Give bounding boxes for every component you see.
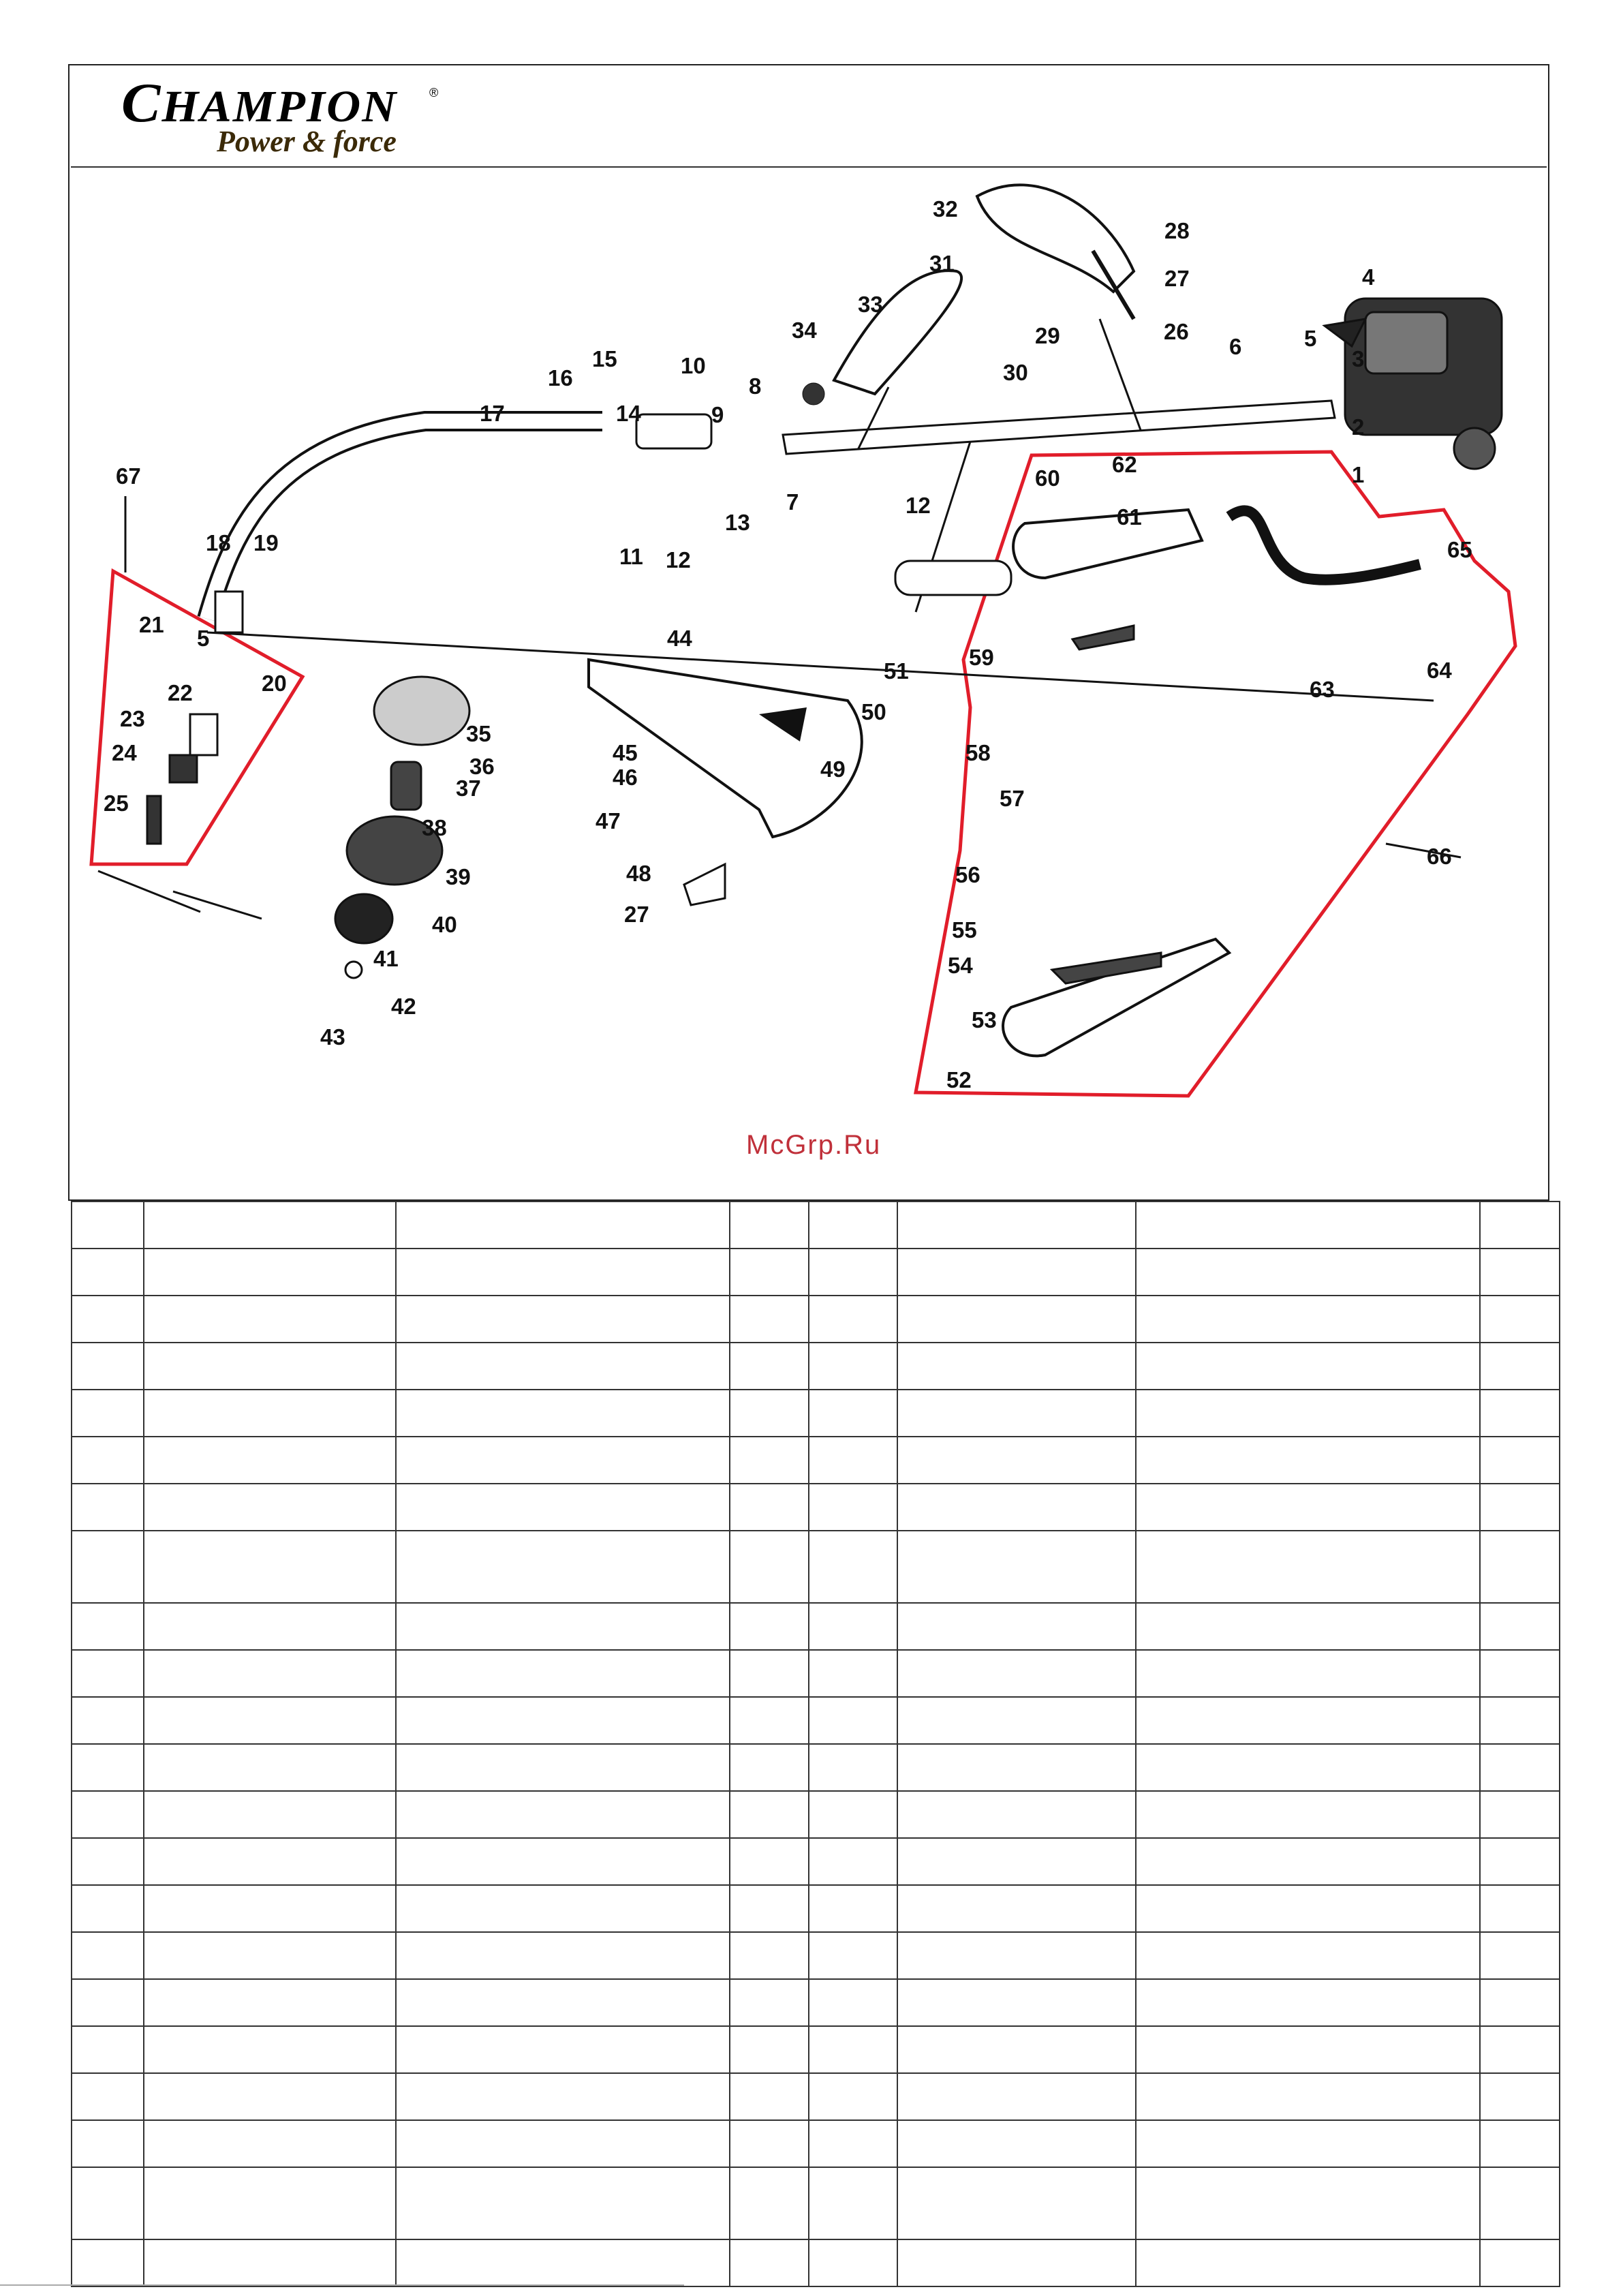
callout-6: 6	[1229, 334, 1242, 359]
table-cell	[897, 1484, 1136, 1531]
table-cell	[144, 1249, 396, 1296]
parts-table-body	[72, 1201, 1560, 2286]
spool-cover	[374, 677, 469, 745]
callout-63: 63	[1310, 677, 1335, 702]
table-cell	[897, 1838, 1136, 1885]
callout-46: 46	[613, 765, 638, 790]
table-cell	[144, 2073, 396, 2120]
table-cell	[809, 1979, 897, 2026]
callout-15: 15	[592, 346, 617, 371]
callout-47: 47	[596, 808, 621, 833]
table-cell	[730, 1484, 809, 1531]
table-row	[72, 1201, 1560, 1249]
coupling	[636, 414, 711, 448]
table-cell	[72, 1650, 144, 1697]
table-cell	[72, 1484, 144, 1531]
throttle-cable	[1229, 510, 1420, 579]
table-cell	[809, 1437, 897, 1484]
table-cell	[72, 1296, 144, 1343]
table-cell	[1136, 2073, 1480, 2120]
table-cell	[1136, 1603, 1480, 1650]
table-cell	[897, 1979, 1136, 2026]
table-cell	[1136, 1484, 1480, 1531]
table-cell	[897, 2239, 1136, 2286]
callout-10: 10	[681, 353, 706, 378]
callout-66: 66	[1427, 844, 1452, 869]
callout-12-lower: 12	[666, 547, 691, 572]
table-cell	[144, 1650, 396, 1697]
table-cell	[897, 1390, 1136, 1437]
table-cell	[1136, 1296, 1480, 1343]
callout-13: 13	[725, 510, 750, 535]
callout-53: 53	[972, 1007, 997, 1032]
table-cell	[730, 1744, 809, 1791]
callout-48: 48	[626, 861, 651, 886]
lock-lever	[1072, 626, 1134, 649]
callout-52: 52	[946, 1067, 972, 1092]
callout-29: 29	[1035, 323, 1060, 348]
callout-45: 45	[613, 740, 638, 765]
table-cell	[1136, 1791, 1480, 1838]
table-cell	[730, 1838, 809, 1885]
table-cell	[396, 1296, 730, 1343]
table-cell	[144, 2120, 396, 2167]
table-cell	[396, 1249, 730, 1296]
table-cell	[144, 1603, 396, 1650]
table-cell	[72, 2073, 144, 2120]
table-cell	[1480, 1343, 1560, 1390]
table-cell	[809, 2073, 897, 2120]
table-cell	[730, 1791, 809, 1838]
table-cell	[1136, 1838, 1480, 1885]
table-cell	[72, 2120, 144, 2167]
callout-37: 37	[456, 776, 481, 801]
callout-55: 55	[952, 917, 977, 943]
callout-4: 4	[1362, 264, 1375, 290]
table-cell	[730, 1979, 809, 2026]
table-cell	[72, 1697, 144, 1744]
callout-62: 62	[1112, 452, 1137, 477]
table-cell	[730, 1390, 809, 1437]
footer-divider	[0, 2284, 684, 2286]
table-row	[72, 1343, 1560, 1390]
callout-49: 49	[820, 756, 846, 782]
table-cell	[730, 1603, 809, 1650]
table-cell	[396, 2120, 730, 2167]
engine-assembly	[1325, 299, 1502, 469]
table-cell	[730, 1201, 809, 1249]
callout-50: 50	[861, 699, 886, 724]
table-cell	[396, 2167, 730, 2239]
table-row	[72, 1838, 1560, 1885]
table-cell	[809, 1932, 897, 1979]
parts-table	[71, 1201, 1560, 2287]
table-cell	[1480, 2239, 1560, 2286]
callout-40: 40	[432, 912, 457, 937]
table-row	[72, 1437, 1560, 1484]
spring	[391, 762, 421, 810]
callout-58: 58	[965, 740, 991, 765]
table-cell	[144, 1390, 396, 1437]
table-cell	[730, 1437, 809, 1484]
table-cell	[809, 2120, 897, 2167]
table-cell	[396, 1932, 730, 1979]
table-cell	[809, 2167, 897, 2239]
table-cell	[809, 1885, 897, 1932]
table-cell	[1136, 1343, 1480, 1390]
table-cell	[1480, 1437, 1560, 1484]
table-cell	[897, 2073, 1136, 2120]
callout-42: 42	[391, 994, 416, 1019]
callout-33: 33	[858, 292, 883, 317]
guard-bracket	[684, 864, 725, 905]
table-row	[72, 1650, 1560, 1697]
table-cell	[1480, 1697, 1560, 1744]
header-divider	[71, 166, 1547, 168]
table-cell	[396, 1531, 730, 1603]
exploded-parts-diagram	[71, 169, 1547, 1198]
table-cell	[897, 2167, 1136, 2239]
table-cell	[144, 1979, 396, 2026]
logo-registered-mark: ®	[429, 86, 439, 100]
table-cell	[809, 1296, 897, 1343]
table-cell	[1136, 2026, 1480, 2073]
table-cell	[72, 1437, 144, 1484]
table-row	[72, 1697, 1560, 1744]
table-cell	[72, 1979, 144, 2026]
table-cell	[1480, 1249, 1560, 1296]
table-cell	[396, 1791, 730, 1838]
callout-27-bottom: 27	[624, 902, 649, 927]
table-cell	[1136, 2167, 1480, 2239]
table-cell	[897, 1932, 1136, 1979]
table-cell	[809, 1744, 897, 1791]
table-cell	[1480, 1932, 1560, 1979]
table-row	[72, 1979, 1560, 2026]
table-cell	[72, 1603, 144, 1650]
table-cell	[897, 1697, 1136, 1744]
shoulder-harness	[977, 185, 1134, 292]
callout-3: 3	[1352, 346, 1365, 371]
table-cell	[72, 2026, 144, 2073]
callout-20: 20	[262, 671, 287, 696]
table-cell	[1480, 1531, 1560, 1603]
table-cell	[396, 1838, 730, 1885]
table-cell	[1136, 1201, 1480, 1249]
callout-5-top: 5	[1304, 326, 1317, 351]
callout-56: 56	[955, 862, 980, 887]
table-cell	[809, 2026, 897, 2073]
callout-36: 36	[469, 754, 495, 779]
curved-tube	[207, 421, 602, 619]
table-cell	[396, 1697, 730, 1744]
table-cell	[809, 1343, 897, 1390]
table-cell	[144, 2239, 396, 2286]
grip-sleeve	[895, 561, 1011, 595]
table-cell	[809, 1838, 897, 1885]
callout-34: 34	[792, 318, 817, 343]
table-cell	[396, 1390, 730, 1437]
table-cell	[144, 1791, 396, 1838]
table-cell	[72, 1791, 144, 1838]
table-cell	[897, 1249, 1136, 1296]
table-cell	[396, 1603, 730, 1650]
kit-66-outline	[916, 452, 1515, 1096]
callout-25: 25	[104, 791, 129, 816]
table-row	[72, 1885, 1560, 1932]
table-cell	[1480, 1885, 1560, 1932]
table-cell	[809, 1484, 897, 1531]
logo-rest: HAMPION	[161, 82, 398, 132]
callout-51: 51	[884, 658, 909, 684]
table-cell	[72, 2239, 144, 2286]
table-cell	[72, 1390, 144, 1437]
callout-8: 8	[749, 373, 762, 399]
callout-17: 17	[480, 401, 505, 426]
callout-5-left: 5	[197, 626, 210, 651]
table-cell	[809, 1791, 897, 1838]
table-cell	[1136, 1744, 1480, 1791]
table-cell	[809, 1650, 897, 1697]
table-cell	[144, 1697, 396, 1744]
table-cell	[144, 2026, 396, 2073]
table-cell	[396, 1343, 730, 1390]
table-row	[72, 2120, 1560, 2167]
table-cell	[72, 1932, 144, 1979]
table-cell	[730, 1249, 809, 1296]
table-cell	[730, 2239, 809, 2286]
callout-64: 64	[1427, 658, 1452, 683]
callout-30: 30	[1003, 360, 1028, 385]
table-cell	[1136, 1249, 1480, 1296]
gear-head	[215, 592, 243, 632]
table-cell	[1480, 1838, 1560, 1885]
table-cell	[730, 1650, 809, 1697]
callout-2: 2	[1352, 414, 1365, 440]
table-cell	[396, 1979, 730, 2026]
callout-59: 59	[969, 645, 994, 670]
table-cell	[1136, 1390, 1480, 1437]
table-cell	[1136, 1531, 1480, 1603]
callout-60: 60	[1035, 465, 1060, 491]
table-cell	[730, 2026, 809, 2073]
callout-9: 9	[711, 402, 724, 427]
callout-19: 19	[253, 530, 279, 555]
table-cell	[72, 1885, 144, 1932]
callout-24: 24	[112, 740, 137, 765]
callout-28: 28	[1164, 218, 1190, 243]
callout-11: 11	[619, 544, 643, 569]
table-cell	[1480, 1201, 1560, 1249]
table-cell	[809, 1390, 897, 1437]
table-cell	[1480, 2120, 1560, 2167]
lower-handle-body	[1003, 939, 1229, 1056]
table-row	[72, 1932, 1560, 1979]
table-cell	[809, 1697, 897, 1744]
bump-knob	[335, 894, 392, 943]
callout-38: 38	[422, 815, 447, 840]
drive-shaft-tube	[783, 401, 1335, 454]
table-row	[72, 1603, 1560, 1650]
table-cell	[72, 1744, 144, 1791]
table-row	[72, 1249, 1560, 1296]
table-cell	[1480, 1296, 1560, 1343]
table-cell	[897, 1531, 1136, 1603]
table-cell	[897, 1885, 1136, 1932]
table-row	[72, 2167, 1560, 2239]
table-cell	[1136, 1650, 1480, 1697]
callout-39: 39	[446, 864, 471, 889]
table-cell	[1136, 2120, 1480, 2167]
callout-43: 43	[320, 1024, 345, 1050]
table-cell	[809, 1201, 897, 1249]
table-cell	[72, 1343, 144, 1390]
table-cell	[144, 1744, 396, 1791]
callout-65: 65	[1447, 537, 1472, 562]
table-cell	[144, 1437, 396, 1484]
table-cell	[1480, 2073, 1560, 2120]
table-cell	[809, 1249, 897, 1296]
table-cell	[144, 1932, 396, 1979]
table-row	[72, 2026, 1560, 2073]
table-cell	[730, 1531, 809, 1603]
table-row	[72, 2239, 1560, 2286]
table-cell	[396, 1650, 730, 1697]
callout-7: 7	[786, 489, 799, 515]
table-cell	[1480, 1390, 1560, 1437]
table-cell	[897, 1603, 1136, 1650]
table-cell	[897, 1650, 1136, 1697]
table-cell	[144, 1296, 396, 1343]
table-cell	[1136, 2239, 1480, 2286]
table-cell	[897, 1791, 1136, 1838]
table-cell	[809, 1531, 897, 1603]
table-cell	[396, 2026, 730, 2073]
table-cell	[730, 1885, 809, 1932]
callout-22: 22	[168, 680, 193, 705]
champion-logo	[121, 71, 448, 166]
table-cell	[730, 1932, 809, 1979]
table-row	[72, 1531, 1560, 1603]
callout-23: 23	[120, 706, 145, 731]
table-cell	[1136, 1697, 1480, 1744]
callout-14: 14	[616, 401, 641, 426]
table-cell	[1480, 1484, 1560, 1531]
table-cell	[897, 2120, 1136, 2167]
logo-tagline: Power & force	[217, 125, 397, 158]
table-cell	[809, 2239, 897, 2286]
table-cell	[1480, 2167, 1560, 2239]
table-cell	[1136, 1932, 1480, 1979]
callout-31: 31	[929, 251, 955, 276]
table-cell	[897, 1201, 1136, 1249]
table-row	[72, 2073, 1560, 2120]
table-cell	[730, 2167, 809, 2239]
callout-57: 57	[1000, 786, 1025, 811]
table-cell	[144, 1885, 396, 1932]
table-row	[72, 1484, 1560, 1531]
callout-67: 67	[116, 463, 141, 489]
callout-41: 41	[373, 946, 399, 971]
table-cell	[1136, 1885, 1480, 1932]
callout-18: 18	[206, 530, 231, 555]
callout-35: 35	[466, 721, 491, 746]
callout-44: 44	[667, 626, 692, 651]
callout-12-right: 12	[906, 493, 931, 518]
table-cell	[730, 1697, 809, 1744]
table-cell	[1136, 1979, 1480, 2026]
table-cell	[396, 1437, 730, 1484]
callout-27-top: 27	[1164, 266, 1190, 291]
throttle-handle-housing	[1013, 510, 1202, 578]
table-row	[72, 1791, 1560, 1838]
table-cell	[730, 1343, 809, 1390]
table-cell	[1480, 1603, 1560, 1650]
table-cell	[144, 1201, 396, 1249]
table-cell	[144, 1343, 396, 1390]
table-cell	[1480, 1791, 1560, 1838]
table-row	[72, 1390, 1560, 1437]
callout-21: 21	[139, 612, 164, 637]
callout-32: 32	[933, 196, 958, 221]
callout-1: 1	[1352, 462, 1365, 487]
watermark: McGrp.Ru	[746, 1130, 882, 1160]
callout-54: 54	[948, 953, 973, 978]
table-cell	[1480, 1650, 1560, 1697]
loop-handle	[834, 271, 961, 394]
table-cell	[897, 1437, 1136, 1484]
table-row	[72, 1296, 1560, 1343]
table-cell	[72, 1531, 144, 1603]
table-cell	[897, 1296, 1136, 1343]
table-cell	[897, 2026, 1136, 2073]
callout-16: 16	[548, 365, 573, 391]
table-cell	[72, 1201, 144, 1249]
table-cell	[1480, 1744, 1560, 1791]
table-cell	[396, 1885, 730, 1932]
callout-26: 26	[1164, 319, 1189, 344]
table-row	[72, 1744, 1560, 1791]
table-cell	[144, 2167, 396, 2239]
table-cell	[730, 1296, 809, 1343]
table-cell	[1480, 1979, 1560, 2026]
table-cell	[144, 1531, 396, 1603]
callout-61: 61	[1117, 504, 1142, 530]
table-cell	[144, 1484, 396, 1531]
diagram-canvas	[71, 169, 1547, 1198]
table-cell	[730, 2073, 809, 2120]
table-cell	[396, 1201, 730, 1249]
table-cell	[396, 1744, 730, 1791]
logo-initial: C	[121, 72, 162, 134]
table-cell	[1136, 1437, 1480, 1484]
table-cell	[72, 1838, 144, 1885]
table-cell	[730, 2120, 809, 2167]
table-cell	[396, 2239, 730, 2286]
table-cell	[1480, 2026, 1560, 2073]
table-cell	[897, 1744, 1136, 1791]
table-cell	[396, 2073, 730, 2120]
table-cell	[72, 2167, 144, 2239]
table-cell	[144, 1838, 396, 1885]
table-cell	[396, 1484, 730, 1531]
table-cell	[809, 1603, 897, 1650]
table-cell	[897, 1343, 1136, 1390]
table-cell	[72, 1249, 144, 1296]
